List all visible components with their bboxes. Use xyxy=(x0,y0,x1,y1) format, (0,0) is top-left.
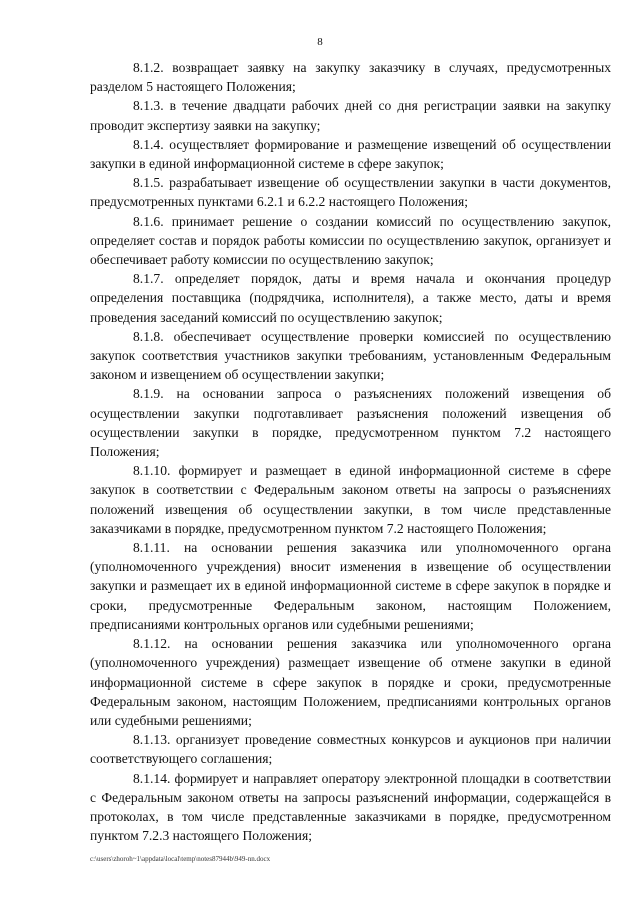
paragraph-8-1-5: 8.1.5. разрабатывает извещение об осуществлении закупки в части документов, предусмотренных пунктами 6.2.1 и 6.2.2 настоящего Положения; xyxy=(90,175,611,210)
paragraph-8-1-6: 8.1.6. принимает решение о создании комиссий по осуществлению закупок, определяет состав и порядок работы комиссии по осуществлению закупок, организует и обеспечивает работу комиссии по осуществлению закупок; xyxy=(90,213,611,268)
paragraph-8-1-8: 8.1.8. обеспечивает осуществление проверки комиссией по осуществлению закупок соответствия участников закупки требованиям, установленным Федеральным законом и извещением об осуществлении закупки; xyxy=(90,328,611,383)
paragraph-8-1-3: 8.1.3. в течение двадцати рабочих дней со дня регистрации заявки на закупку проводит экспертизу заявки на закупку; xyxy=(90,98,611,133)
paragraph-8-1-4: 8.1.4. осуществляет формирование и размещение извещений об осуществлении закупки в единой информационной системе в сфере закупок; xyxy=(90,136,611,172)
paragraph-8-1-9: 8.1.9. на основании запроса о разъяснениях положений извещения об осуществлении закупки подготавливает разъяснения положений извещения об осуществлении закупки в порядке, предусмотренном пунктом 7.2 настоящего Положения; xyxy=(90,386,611,460)
page-number: 8 xyxy=(317,36,323,48)
paragraph-8-1-11: 8.1.11. на основании решения заказчика или уполномоченного органа (уполномоченного учреждения) вносит изменения в извещение об осуществлении закупки и размещает их в единой информационной системе в сфере закупок в порядке и сроки, предусмотренные Федеральным законом, настоящим Положением, предписаниями контрольных органов или судебными решениями; xyxy=(90,540,611,632)
document-body xyxy=(90,58,611,845)
paragraph-8-1-2: 8.1.2. возвращает заявку на закупку заказчику в случаях, предусмотренных разделом 5 настоящего Положения; xyxy=(90,60,611,95)
paragraph-8-1-7: 8.1.7. определяет порядок, даты и время начала и окончания процедур определения поставщика (подрядчика, исполнителя), а также место, даты и время проведения заседаний комиссий по осуществлению закупок; xyxy=(90,271,611,325)
paragraph-8-1-10: 8.1.10. формирует и размещает в единой информационной системе в сфере закупок в соответствии с Федеральным законом ответы на запросы о разъяснениях положений извещения об осуществлении закупки, в том числе представленные заказчиками в порядке, предусмотренном пунктом 7.2 настоящего Положения; xyxy=(90,463,611,536)
paragraph-8-1-14: 8.1.14. формирует и направляет оператору электронной площадки в соответствии с Федеральным законом ответы на запросы разъяснений информации, содержащейся в протоколах, в том числе представленные заказчиками в порядке, предусмотренном пунктом 7.2.3 настоящего Положения; xyxy=(90,770,611,844)
footer-file-path: c:\users\zhoroh~1\appdata\local\temp\notes87944b\949-nn.docx xyxy=(90,855,271,863)
paragraph-8-1-12: 8.1.12. на основании решения заказчика или уполномоченного органа (уполномоченного учреждения) размещает извещение об отмене закупки в единой информационной системе в сфере закупок в порядке и сроки, предусмотренные Федеральным законом, настоящим Положением, предписаниями контрольных органов или судебными решениями; xyxy=(90,636,611,728)
paragraph-8-1-13: 8.1.13. организует проведение совместных конкурсов и аукционов при наличии соответствующего соглашения; xyxy=(90,732,611,767)
